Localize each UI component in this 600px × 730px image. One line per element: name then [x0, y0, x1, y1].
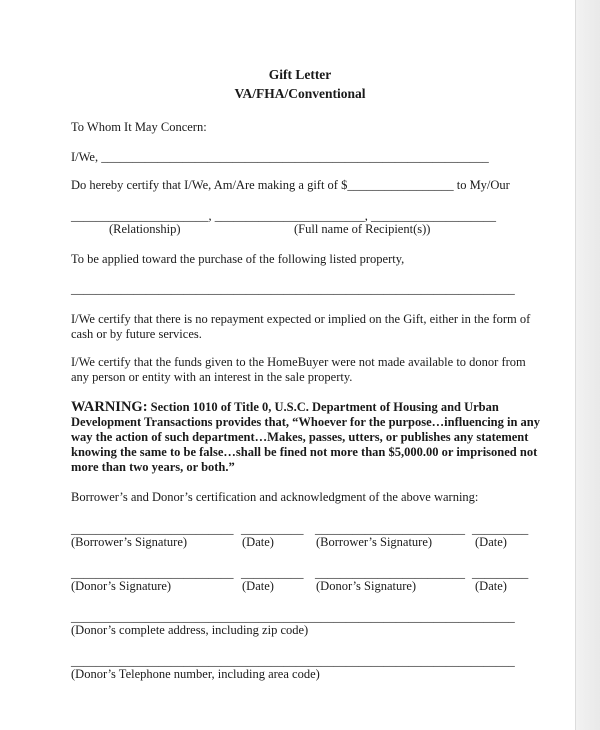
donor-address-label: (Donor’s complete address, including zip code)	[71, 623, 309, 637]
date-label: (Date)	[242, 579, 274, 593]
donor-date-field-2[interactable]: _________	[472, 566, 529, 580]
recipient-fullname-label: (Full name of Recipient(s))	[294, 222, 431, 236]
applied-toward-text: To be applied toward the purchase of the following listed property,	[71, 252, 405, 266]
no-repayment-statement: I/We certify that there is no repayment expected or implied on the Gift, either in the form of cash or by future services.	[71, 312, 531, 341]
warning-text: Section 1010 of Title 0, U.S.C. Department of Housing and Urban Development Transactions provides that, “Whoever for the purpose…influencing in any way the action of such department…Makes, passes, utters, or publishes any statement knowing the same to be false…shall be fined not more than $5,000.00 or imprisoned not more than two years, or both.”	[71, 400, 541, 474]
warning-label: WARNING:	[71, 399, 148, 415]
borrower-signature-field-1[interactable]: __________________________	[71, 522, 234, 536]
date-label: (Date)	[475, 579, 507, 593]
relationship-label: (Relationship)	[109, 222, 181, 236]
donor-date-field-1[interactable]: __________	[241, 566, 304, 580]
funds-statement: I/We certify that the funds given to the HomeBuyer were not made available to donor from any person or entity with an interest in the sale property.	[71, 355, 526, 384]
donor-address-field[interactable]: _______________________________________________________________________	[71, 610, 515, 624]
recipient-field-line[interactable]: ______________________, ________________________, ____________________	[71, 209, 496, 223]
donor-signature-field-1[interactable]: __________________________	[71, 566, 234, 580]
warning-block	[71, 400, 541, 475]
donor-signature-field-2[interactable]: ________________________	[315, 566, 465, 580]
date-label: (Date)	[475, 535, 507, 549]
borrower-signature-field-2[interactable]: ________________________	[315, 522, 465, 536]
borrower-date-field-2[interactable]: _________	[472, 522, 529, 536]
gift-certify-line	[71, 178, 510, 193]
donor-signature-label-1: (Donor’s Signature)	[71, 579, 172, 593]
property-field[interactable]: _______________________________________________________________________	[71, 282, 515, 296]
certify-prefix: Do hereby certify that I/We, Am/Are making a gift of $	[71, 178, 348, 192]
page-right-edge	[575, 0, 600, 730]
borrower-signature-label-1: (Borrower’s Signature)	[71, 535, 188, 549]
donor-signature-label-2: (Donor’s Signature)	[316, 579, 417, 593]
document-title: Gift Letter	[268, 67, 332, 82]
iwe-name-field[interactable]: I/We, ______________________________________________________________	[71, 150, 489, 164]
certify-suffix: to My/Our	[456, 178, 510, 192]
date-label: (Date)	[242, 535, 274, 549]
acknowledgment-text: Borrower’s and Donor’s certification and acknowledgment of the above warning:	[71, 490, 479, 504]
donor-phone-field[interactable]: _______________________________________________________________________	[71, 654, 515, 668]
borrower-date-field-1[interactable]: __________	[241, 522, 304, 536]
document-subtitle: VA/FHA/Conventional	[234, 86, 366, 101]
salutation: To Whom It May Concern:	[71, 120, 207, 134]
gift-amount-field[interactable]: _________________	[347, 178, 454, 192]
borrower-signature-label-2: (Borrower’s Signature)	[316, 535, 433, 549]
donor-phone-label: (Donor’s Telephone number, including area code)	[71, 667, 320, 681]
